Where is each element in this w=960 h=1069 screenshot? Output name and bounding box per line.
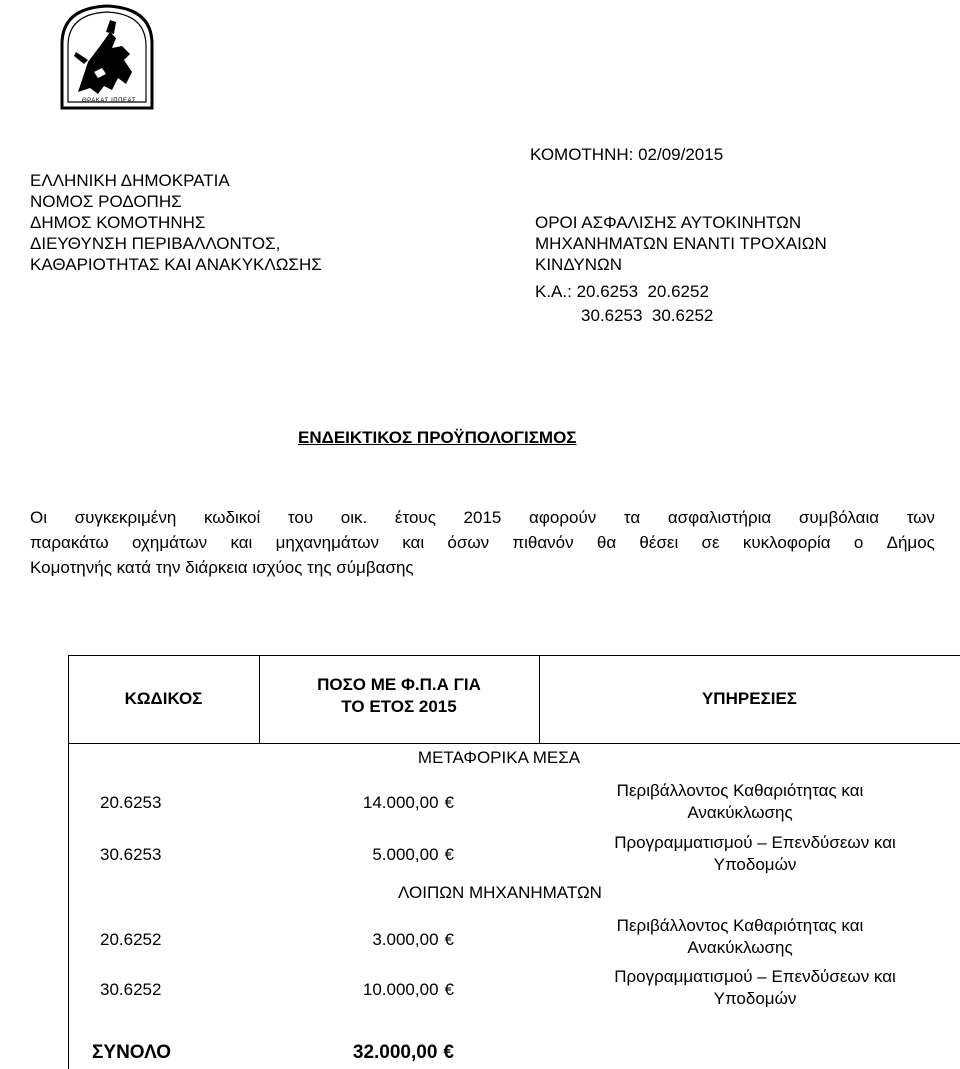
euro-icon: € — [444, 793, 454, 812]
row-service — [570, 832, 940, 876]
header-directorate: ΔΙΕΥΘΥΝΣΗ ΠΕΡΙΒΑΛΛΟΝΤΟΣ, — [30, 234, 281, 253]
paragraph-line-2 — [30, 530, 935, 555]
word: Οι — [30, 508, 47, 527]
total-amount-value: 32.000,00 — [352, 1042, 438, 1063]
service-line-2: Υποδομών — [713, 989, 797, 1008]
amount-value: 5.000,00 — [372, 845, 439, 864]
word: των — [906, 508, 935, 527]
euro-icon: € — [444, 980, 454, 999]
header-directorate-cont: ΚΑΘΑΡΙΟΤΗΤΑΣ ΚΑΙ ΑΝΑΚΥΚΛΩΣΗΣ — [30, 255, 322, 274]
row-code: 30.6253 — [100, 845, 162, 864]
word: τα — [623, 508, 641, 527]
amount-value: 3.000,00 — [372, 930, 439, 949]
service-line-1: Προγραμματισμού – Επενδύσεων και — [614, 833, 896, 852]
budget-codes-line-2: 30.6253 30.6252 — [581, 306, 714, 325]
word: αφορούν — [529, 508, 597, 527]
word: 2015 — [463, 508, 502, 527]
word: σε — [701, 533, 720, 552]
municipal-seal-icon — [48, 2, 166, 110]
word: του — [287, 508, 314, 527]
euro-icon: € — [444, 930, 454, 949]
word: θα — [596, 533, 617, 552]
row-amount — [259, 979, 454, 1001]
subject-line-1: ΟΡΟΙ ΑΣΦΑΛΙΣΗΣ ΑΥΤΟΚΙΝΗΤΩΝ — [535, 213, 802, 232]
header-prefecture: ΝΟΜΟΣ ΡΟΔΟΠΗΣ — [30, 192, 182, 211]
service-line-1: Περιβάλλοντος Καθαριότητας και — [616, 916, 864, 935]
document-date: ΚΟΜΟΤΗΝΗ: 02/09/2015 — [530, 145, 724, 164]
service-line-2: Ανακύκλωσης — [687, 938, 793, 957]
intro-paragraph — [30, 505, 935, 580]
euro-icon: € — [443, 1042, 454, 1063]
word: και — [402, 533, 425, 552]
service-line-2: Ανακύκλωσης — [687, 803, 793, 822]
column-header-amount-line-1: ΠΟΣΟ ΜΕ Φ.Π.Α ΓΙΑ — [317, 675, 481, 694]
word: οχημάτων — [131, 533, 208, 552]
word: ο — [853, 533, 864, 552]
paragraph-line-3: Κομοτηνής κατά την διάρκεια ισχύος της σύμβασης — [30, 558, 414, 577]
budget-codes-line-1: Κ.Α.: 20.6253 20.6252 — [535, 282, 709, 301]
word: θέσει — [639, 533, 679, 552]
section-transport-means: ΜΕΤΑΦΟΡΙΚΑ ΜΕΣΑ — [417, 748, 581, 767]
row-amount — [259, 929, 454, 951]
row-amount — [259, 792, 454, 814]
total-amount — [259, 1042, 454, 1064]
amount-value: 14.000,00 — [362, 793, 439, 812]
row-code: 20.6253 — [100, 793, 162, 812]
word: μηχανημάτων — [275, 533, 379, 552]
word: Δήμος — [886, 533, 935, 552]
word: και — [230, 533, 253, 552]
word: έτους — [394, 508, 436, 527]
word: κωδικοί — [203, 508, 261, 527]
word: πιθανόν — [512, 533, 574, 552]
word: οικ. — [340, 508, 368, 527]
paragraph-line-1 — [30, 505, 935, 530]
row-code: 30.6252 — [100, 980, 162, 999]
column-header-amount — [259, 674, 539, 718]
service-line-1: Προγραμματισμού – Επενδύσεων και — [614, 967, 896, 986]
word: ασφαλιστήρια — [667, 508, 772, 527]
row-code: 20.6252 — [100, 930, 162, 949]
word: συμβόλαια — [798, 508, 880, 527]
amount-value: 10.000,00 — [362, 980, 439, 999]
column-header-services: ΥΠΗΡΕΣΙΕΣ — [701, 689, 798, 708]
subject-line-3: ΚΙΝΔΥΝΩΝ — [535, 255, 623, 274]
total-label: ΣΥΝΟΛΟ — [92, 1042, 172, 1063]
word: παρακάτω — [30, 533, 109, 552]
service-line-1: Περιβάλλοντος Καθαριότητας και — [616, 781, 864, 800]
row-service — [590, 915, 890, 959]
column-header-code: ΚΩΔΙΚΟΣ — [124, 689, 203, 708]
section-other-machinery: ΛΟΙΠΩΝ ΜΗΧΑΝΗΜΑΤΩΝ — [398, 883, 602, 902]
table-divider — [68, 743, 960, 744]
header-country: ΕΛΛΗΝΙΚΗ ΔΗΜΟΚΡΑΤΙΑ — [30, 171, 230, 190]
euro-icon: € — [444, 845, 454, 864]
header-municipality: ΔΗΜΟΣ ΚΟΜΟΤΗΝΗΣ — [30, 213, 206, 232]
word: συγκεκριμένη — [74, 508, 177, 527]
service-line-2: Υποδομών — [713, 855, 797, 874]
row-service — [590, 780, 890, 824]
document-title: ΕΝΔΕΙΚΤΙΚΟΣ ΠΡΟΫΠΟΛΟΓΙΣΜΟΣ — [298, 428, 577, 447]
row-amount — [259, 844, 454, 866]
word: κυκλοφορία — [742, 533, 831, 552]
row-service — [570, 966, 940, 1010]
subject-line-2: ΜΗΧΑΝΗΜΑΤΩΝ ΕΝΑΝΤΙ ΤΡΟΧΑΙΩΝ — [535, 234, 827, 253]
logo-caption: ΘΡΑΚΑΣ ΙΠΠΕΑΣ — [82, 98, 137, 104]
column-header-amount-line-2: ΤΟ ΕΤΟΣ 2015 — [341, 697, 457, 716]
word: όσων — [447, 533, 490, 552]
